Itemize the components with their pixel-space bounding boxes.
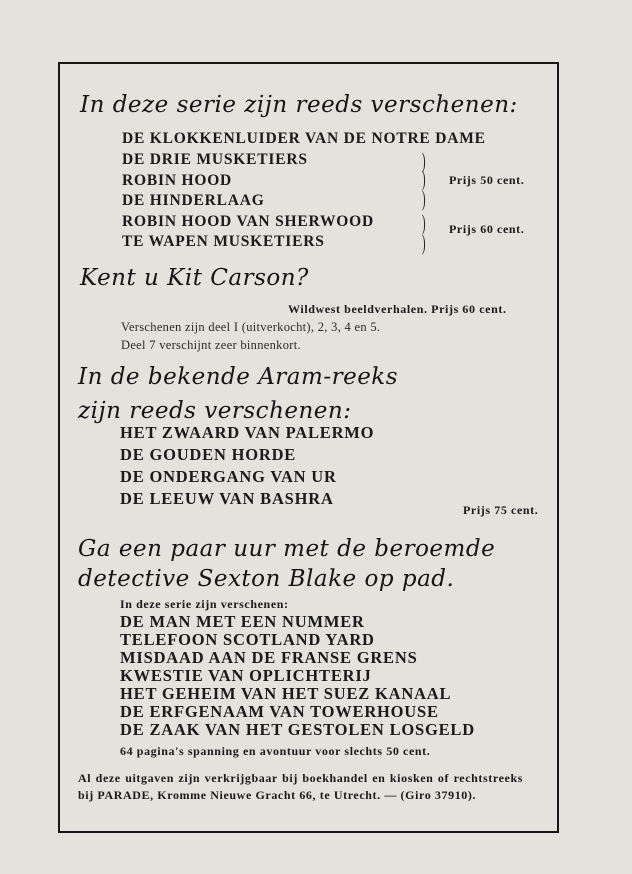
brace-mark: ) bbox=[421, 186, 426, 211]
series-title: KWESTIE VAN OPLICHTERIJ bbox=[120, 666, 372, 685]
section4-heading: detective Sexton Blake op pad. bbox=[78, 566, 455, 592]
series-title: DE KLOKKENLUIDER VAN DE NOTRE DAME bbox=[122, 130, 486, 147]
series-title: MISDAAD AAN DE FRANSE GRENS bbox=[120, 648, 418, 667]
series-title: DE ZAAK VAN HET GESTOLEN LOSGELD bbox=[120, 720, 475, 739]
series-title: DE DRIE MUSKETIERS bbox=[122, 151, 308, 168]
section2-text: Verschenen zijn deel I (uitverkocht), 2, 3, 4 en 5. bbox=[121, 320, 381, 334]
series-title: ROBIN HOOD VAN SHERWOOD bbox=[122, 213, 374, 230]
series-title: HET ZWAARD VAN PALERMO bbox=[120, 423, 375, 442]
section3-heading: zijn reeds verschenen: bbox=[78, 398, 352, 424]
price-label: Prijs 75 cent. bbox=[463, 503, 539, 517]
price-label: Prijs 50 cent. bbox=[449, 173, 525, 187]
brace-mark: ) bbox=[421, 230, 426, 255]
series-title: ROBIN HOOD bbox=[122, 172, 233, 189]
section4-subtitle: In deze serie zijn verschenen: bbox=[120, 597, 289, 611]
series-title: DE HINDERLAAG bbox=[122, 192, 265, 209]
series-title: DE GOUDEN HORDE bbox=[120, 445, 297, 464]
series-title: DE LEEUW VAN BASHRA bbox=[120, 489, 334, 508]
section2-heading: Kent u Kit Carson? bbox=[80, 265, 309, 291]
section2-subtitle: Wildwest beeldverhalen. Prijs 60 cent. bbox=[288, 302, 507, 316]
brace-mark: ) bbox=[421, 148, 426, 173]
series-title: DE ERFGENAAM VAN TOWERHOUSE bbox=[120, 702, 439, 721]
series-title: DE MAN MET EEN NUMMER bbox=[120, 612, 365, 631]
brace-mark: ) bbox=[421, 210, 426, 235]
series-title: TE WAPEN MUSKETIERS bbox=[122, 233, 325, 250]
series-title: TELEFOON SCOTLAND YARD bbox=[120, 630, 375, 649]
section3-heading: In de bekende Aram-reeks bbox=[78, 364, 399, 390]
section4-heading: Ga een paar uur met de beroemde bbox=[78, 536, 496, 562]
section2-text: Deel 7 verschijnt zeer binnenkort. bbox=[121, 338, 301, 352]
section1-heading: In deze serie zijn reeds verschenen: bbox=[80, 92, 518, 118]
series-title: DE ONDERGANG VAN UR bbox=[120, 467, 337, 486]
brace-mark: ) bbox=[421, 166, 426, 191]
footer-note: Al deze uitgaven zijn verkrijgbaar bij boekhandel en kiosken of rechtstreeks bij PARADE, Kromme Nieuwe Gracht 66, te Utrecht. — (Giro 37910). bbox=[78, 771, 523, 802]
series-title: HET GEHEIM VAN HET SUEZ KANAAL bbox=[120, 684, 452, 703]
price-label: Prijs 60 cent. bbox=[449, 222, 525, 236]
section4-tagline: 64 pagina's spanning en avontuur voor slechts 50 cent. bbox=[120, 744, 431, 758]
